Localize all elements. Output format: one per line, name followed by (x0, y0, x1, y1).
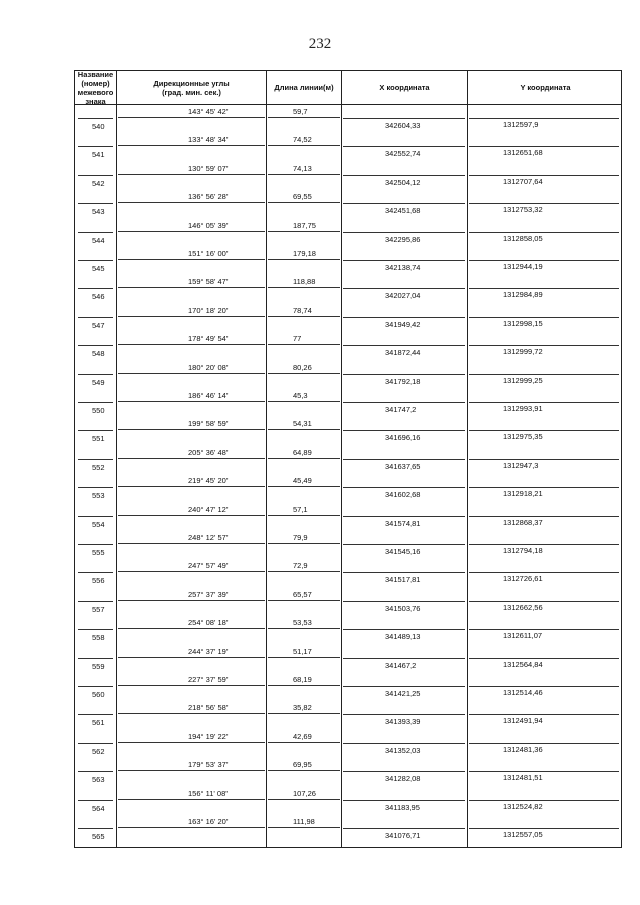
row-rule (469, 459, 619, 460)
marker-name-cell: 558 (92, 633, 105, 643)
x-coordinate-cell: 341183,95 (385, 802, 420, 812)
row-rule (78, 828, 113, 829)
marker-name-cell: 560 (92, 690, 105, 699)
row-rule (78, 800, 113, 801)
row-rule (268, 571, 340, 572)
marker-name-cell: 561 (92, 718, 105, 728)
row-rule (118, 742, 265, 743)
row-rule (78, 260, 113, 261)
angle-cell: 248° 12' 57" (188, 533, 229, 542)
row-rule (118, 344, 265, 345)
row-rule (268, 259, 340, 260)
row-rule (78, 317, 113, 318)
row-rule (78, 629, 113, 630)
row-rule (118, 429, 265, 430)
marker-name-cell: 557 (92, 604, 105, 614)
y-coordinate-cell: 1312726,61 (503, 574, 543, 584)
row-rule (343, 516, 465, 517)
length-cell: 77 (293, 334, 302, 344)
table-row (75, 503, 621, 531)
header-name-line: межевого знака (77, 87, 114, 106)
row-rule (343, 572, 465, 573)
row-rule (268, 344, 340, 345)
row-rule (268, 145, 340, 146)
x-coordinate-cell: 341282,08 (385, 774, 421, 784)
table-row (75, 446, 621, 474)
row-rule (343, 175, 465, 176)
angle-cell: 254° 08' 18" (188, 618, 229, 628)
row-rule (469, 175, 619, 176)
row-rule (268, 458, 340, 459)
length-cell: 69,55 (293, 192, 312, 202)
y-coordinate-cell: 1312947,3 (503, 460, 539, 470)
length-cell: 107,26 (293, 788, 316, 798)
angle-cell: 180° 20' 08" (188, 362, 229, 372)
table-row (75, 417, 621, 445)
row-rule (343, 629, 465, 630)
length-cell: 45,3 (293, 391, 308, 400)
row-rule (469, 402, 619, 403)
marker-name-cell: 565 (92, 832, 105, 841)
row-rule (118, 231, 265, 232)
marker-name-cell: 547 (92, 320, 105, 330)
length-cell: 42,69 (293, 731, 312, 741)
row-rule (78, 601, 113, 602)
x-coordinate-cell: 341076,71 (385, 831, 421, 840)
table-row (75, 559, 621, 587)
row-rule (78, 743, 113, 744)
row-rule (343, 544, 465, 545)
angle-cell: 146° 05' 39" (188, 220, 229, 230)
angle-cell: 156° 11' 08" (188, 788, 228, 798)
row-rule (78, 402, 113, 403)
page-number: 232 (308, 36, 332, 52)
row-rule (469, 430, 619, 431)
x-coordinate-cell: 342604,33 (385, 121, 421, 130)
length-cell: 54,31 (293, 419, 312, 429)
angle-cell: 219° 45' 20" (188, 476, 229, 486)
row-rule (469, 572, 619, 573)
row-rule (78, 544, 113, 545)
length-cell: 111,98 (293, 817, 315, 826)
marker-name-cell: 563 (92, 775, 105, 785)
table-body (75, 105, 621, 847)
table-row (75, 361, 621, 389)
marker-name-cell: 541 (92, 150, 105, 160)
table-row (75, 275, 621, 303)
row-rule (469, 601, 619, 602)
angle-cell: 194° 19' 22" (188, 731, 229, 741)
row-rule (118, 543, 265, 544)
row-rule (469, 544, 619, 545)
marker-name-cell: 554 (92, 519, 105, 529)
x-coordinate-cell: 341421,25 (385, 689, 421, 698)
row-rule (469, 686, 619, 687)
row-rule (78, 118, 113, 119)
header-angles-line: (град. мин. сек.) (162, 87, 221, 97)
y-coordinate-cell: 1312564,84 (503, 659, 543, 669)
angle-cell: 130° 59' 07" (188, 163, 229, 173)
length-cell: 118,88 (293, 277, 316, 287)
x-coordinate-cell: 341792,18 (385, 376, 421, 386)
y-coordinate-cell: 1312944,19 (503, 262, 543, 271)
row-rule (343, 771, 465, 772)
length-cell: 68,19 (293, 675, 312, 684)
length-cell: 72,9 (293, 561, 308, 571)
angle-cell: 133° 48' 34" (188, 135, 229, 145)
marker-name-cell: 556 (92, 576, 105, 586)
y-coordinate-cell: 1312597,9 (503, 120, 539, 129)
y-coordinate-cell: 1312707,64 (503, 176, 543, 186)
length-cell: 45,49 (293, 476, 312, 486)
row-rule (469, 118, 619, 119)
marker-name-cell: 553 (92, 491, 105, 501)
row-rule (78, 345, 113, 346)
table-row (75, 531, 621, 559)
row-rule (343, 118, 465, 119)
marker-name-cell: 549 (92, 377, 105, 387)
y-coordinate-cell: 1312651,68 (503, 148, 543, 158)
row-rule (268, 373, 340, 374)
table-row (75, 787, 621, 815)
row-rule (469, 658, 619, 659)
x-coordinate-cell: 341602,68 (385, 490, 421, 500)
row-rule (118, 571, 265, 572)
x-coordinate-cell: 341352,03 (385, 745, 421, 755)
angle-cell: 240° 47' 12" (188, 504, 229, 514)
x-coordinate-cell: 341696,16 (385, 433, 421, 443)
row-rule (469, 771, 619, 772)
table-row (75, 588, 621, 616)
angle-cell: 227° 37' 59" (188, 675, 229, 684)
row-rule (343, 232, 465, 233)
row-rule (118, 713, 265, 714)
x-coordinate-cell: 341503,76 (385, 603, 421, 613)
length-cell: 57,1 (293, 504, 308, 514)
row-rule (469, 232, 619, 233)
marker-name-cell: 548 (92, 349, 105, 359)
row-rule (343, 345, 465, 346)
x-coordinate-cell: 342027,04 (385, 291, 421, 301)
angle-cell: 205° 36' 48" (188, 447, 229, 457)
angle-cell: 218° 56' 58" (188, 703, 229, 713)
table-row (75, 673, 621, 701)
row-rule (343, 601, 465, 602)
y-coordinate-cell: 1312918,21 (503, 489, 543, 499)
row-rule (343, 828, 465, 829)
x-coordinate-cell: 341489,13 (385, 632, 421, 642)
marker-name-cell: 546 (92, 292, 105, 302)
row-rule (469, 487, 619, 488)
x-coordinate-cell: 341949,42 (385, 319, 421, 329)
marker-name-cell: 564 (92, 803, 105, 813)
row-rule (118, 259, 265, 260)
y-coordinate-cell: 1312868,37 (503, 517, 543, 527)
row-rule (118, 770, 265, 771)
marker-name-cell: 542 (92, 178, 105, 188)
row-rule (118, 827, 265, 828)
header-name-line: Название (77, 69, 114, 79)
marker-name-cell: 540 (92, 122, 105, 131)
row-rule (118, 373, 265, 374)
header-name-line: (номер) (81, 78, 110, 88)
length-cell: 78,74 (293, 305, 312, 315)
table-row (75, 758, 621, 786)
table-row (75, 701, 621, 729)
row-rule (343, 203, 465, 204)
row-rule (469, 345, 619, 346)
length-cell: 79,9 (293, 533, 308, 542)
x-coordinate-cell: 341393,39 (385, 717, 421, 727)
table-row (75, 190, 621, 218)
marker-name-cell: 545 (92, 264, 105, 273)
x-coordinate-cell: 342504,12 (385, 177, 421, 187)
angle-cell: 170° 18' 20" (188, 305, 229, 315)
length-cell: 64,89 (293, 447, 312, 457)
row-rule (469, 260, 619, 261)
row-rule (268, 401, 340, 402)
row-rule (469, 374, 619, 375)
table-row (75, 247, 621, 275)
x-coordinate-cell: 341545,16 (385, 547, 421, 556)
row-rule (268, 543, 340, 544)
x-coordinate-cell: 341637,65 (385, 461, 421, 471)
row-rule (343, 800, 465, 801)
y-coordinate-cell: 1312524,82 (503, 801, 543, 811)
y-coordinate-cell: 1312514,46 (503, 688, 543, 697)
x-coordinate-cell: 342295,86 (385, 234, 421, 244)
row-rule (268, 770, 340, 771)
marker-name-cell: 551 (92, 434, 105, 444)
table-row (75, 389, 621, 417)
row-rule (78, 374, 113, 375)
x-coordinate-cell: 341747,2 (385, 405, 417, 414)
y-coordinate-cell: 1312975,35 (503, 432, 543, 442)
length-cell: 53,53 (293, 618, 312, 628)
row-rule (78, 487, 113, 488)
header-angles-line: Дирекционные углы (153, 78, 230, 88)
y-coordinate-cell: 1312794,18 (503, 546, 543, 555)
x-coordinate-cell: 341574,81 (385, 518, 421, 528)
y-coordinate-cell: 1312481,36 (503, 744, 543, 754)
marker-name-cell: 543 (92, 207, 105, 217)
row-rule (343, 487, 465, 488)
y-coordinate-cell: 1312984,89 (503, 290, 543, 300)
row-rule (469, 146, 619, 147)
x-coordinate-cell: 342451,68 (385, 206, 421, 216)
row-rule (469, 288, 619, 289)
length-cell: 59,7 (293, 107, 308, 116)
row-rule (78, 658, 113, 659)
length-cell: 179,18 (293, 249, 316, 258)
row-rule (343, 146, 465, 147)
header-x: X координата (379, 83, 430, 92)
row-rule (78, 203, 113, 204)
row-rule (469, 317, 619, 318)
angle-cell: 244° 37' 19" (188, 646, 229, 656)
y-coordinate-cell: 1312999,72 (503, 347, 543, 357)
table-row (75, 474, 621, 502)
row-rule (118, 685, 265, 686)
length-cell: 74,13 (293, 163, 312, 173)
row-rule (268, 174, 340, 175)
row-rule (268, 742, 340, 743)
length-cell: 51,17 (293, 646, 312, 656)
row-rule (78, 146, 113, 147)
y-coordinate-cell: 1312491,94 (503, 716, 543, 726)
row-rule (268, 657, 340, 658)
table-row (75, 219, 621, 247)
row-rule (268, 202, 340, 203)
row-rule (268, 429, 340, 430)
angle-cell: 159° 58' 47" (188, 277, 229, 287)
row-rule (343, 686, 465, 687)
row-rule (343, 288, 465, 289)
row-rule (78, 771, 113, 772)
coordinates-table (74, 70, 622, 848)
row-rule (469, 629, 619, 630)
row-rule (118, 316, 265, 317)
row-rule (343, 374, 465, 375)
row-rule (118, 287, 265, 288)
y-coordinate-cell: 1312753,32 (503, 205, 543, 215)
angle-cell: 257° 37' 39" (188, 589, 229, 599)
angle-cell: 136° 56' 28" (188, 192, 229, 202)
y-coordinate-cell: 1312998,15 (503, 318, 543, 328)
row-rule (268, 486, 340, 487)
row-rule (343, 430, 465, 431)
y-coordinate-cell: 1312481,51 (503, 773, 543, 783)
table-row (75, 815, 621, 843)
row-rule (118, 486, 265, 487)
row-rule (78, 516, 113, 517)
marker-name-cell: 550 (92, 406, 105, 415)
header-name (75, 71, 116, 104)
y-coordinate-cell: 1312611,07 (503, 631, 543, 641)
length-cell: 80,26 (293, 362, 312, 372)
row-rule (343, 743, 465, 744)
row-rule (469, 714, 619, 715)
row-rule (343, 260, 465, 261)
row-rule (118, 145, 265, 146)
length-cell: 35,82 (293, 703, 312, 713)
row-rule (469, 800, 619, 801)
row-rule (78, 572, 113, 573)
row-rule (268, 117, 340, 118)
row-rule (118, 657, 265, 658)
header-length: Длина линии(м) (274, 83, 334, 92)
angle-cell: 179° 53' 37" (188, 760, 229, 770)
table-row (75, 730, 621, 758)
x-coordinate-cell: 342138,74 (385, 263, 421, 272)
header-y: Y координата (520, 83, 571, 92)
table-row (75, 133, 621, 161)
x-coordinate-cell: 341872,44 (385, 348, 421, 358)
row-rule (78, 714, 113, 715)
row-rule (268, 827, 340, 828)
length-cell: 65,57 (293, 589, 312, 599)
row-rule (268, 515, 340, 516)
row-rule (268, 287, 340, 288)
table-row (75, 105, 621, 133)
angle-cell: 186° 46' 14" (188, 391, 229, 400)
row-rule (268, 600, 340, 601)
table-row (75, 304, 621, 332)
row-rule (118, 628, 265, 629)
angle-cell: 143° 45' 42" (188, 107, 229, 116)
marker-name-cell: 544 (92, 235, 105, 245)
row-rule (78, 459, 113, 460)
header-angles (117, 71, 266, 104)
angle-cell: 199° 58' 59" (188, 419, 229, 429)
row-rule (343, 317, 465, 318)
row-rule (268, 316, 340, 317)
row-rule (469, 828, 619, 829)
row-rule (118, 458, 265, 459)
y-coordinate-cell: 1312662,56 (503, 602, 543, 612)
row-rule (268, 628, 340, 629)
marker-name-cell: 555 (92, 548, 105, 557)
row-rule (118, 600, 265, 601)
row-rule (78, 175, 113, 176)
y-coordinate-cell: 1312858,05 (503, 233, 543, 243)
angle-cell: 151° 16' 00" (188, 249, 229, 258)
row-rule (469, 203, 619, 204)
row-rule (78, 232, 113, 233)
row-rule (469, 743, 619, 744)
row-rule (118, 799, 265, 800)
row-rule (343, 402, 465, 403)
angle-cell: 247° 57' 49" (188, 561, 229, 571)
table-row (75, 162, 621, 190)
row-rule (343, 714, 465, 715)
row-rule (118, 174, 265, 175)
angle-cell: 163° 16' 20" (188, 817, 229, 826)
row-rule (78, 430, 113, 431)
row-rule (118, 401, 265, 402)
row-rule (78, 686, 113, 687)
table-row (75, 332, 621, 360)
x-coordinate-cell: 341467,2 (385, 660, 417, 670)
row-rule (268, 799, 340, 800)
y-coordinate-cell: 1312999,25 (503, 375, 543, 385)
row-rule (343, 658, 465, 659)
x-coordinate-cell: 342552,74 (385, 149, 421, 159)
angle-cell: 178° 49' 54" (188, 334, 229, 344)
row-rule (118, 117, 265, 118)
marker-name-cell: 562 (92, 746, 105, 756)
row-rule (118, 202, 265, 203)
x-coordinate-cell: 341517,81 (385, 575, 421, 585)
length-cell: 69,95 (293, 760, 312, 770)
row-rule (78, 288, 113, 289)
row-rule (268, 713, 340, 714)
row-rule (469, 516, 619, 517)
y-coordinate-cell: 1312993,91 (503, 404, 543, 413)
row-rule (268, 231, 340, 232)
row-rule (343, 459, 465, 460)
row-rule (268, 685, 340, 686)
marker-name-cell: 559 (92, 661, 105, 671)
y-coordinate-cell: 1312557,05 (503, 830, 543, 839)
length-cell: 187,75 (293, 220, 316, 230)
table-row (75, 645, 621, 673)
marker-name-cell: 552 (92, 462, 105, 472)
row-rule (118, 515, 265, 516)
table-row (75, 616, 621, 644)
length-cell: 74,52 (293, 135, 312, 145)
